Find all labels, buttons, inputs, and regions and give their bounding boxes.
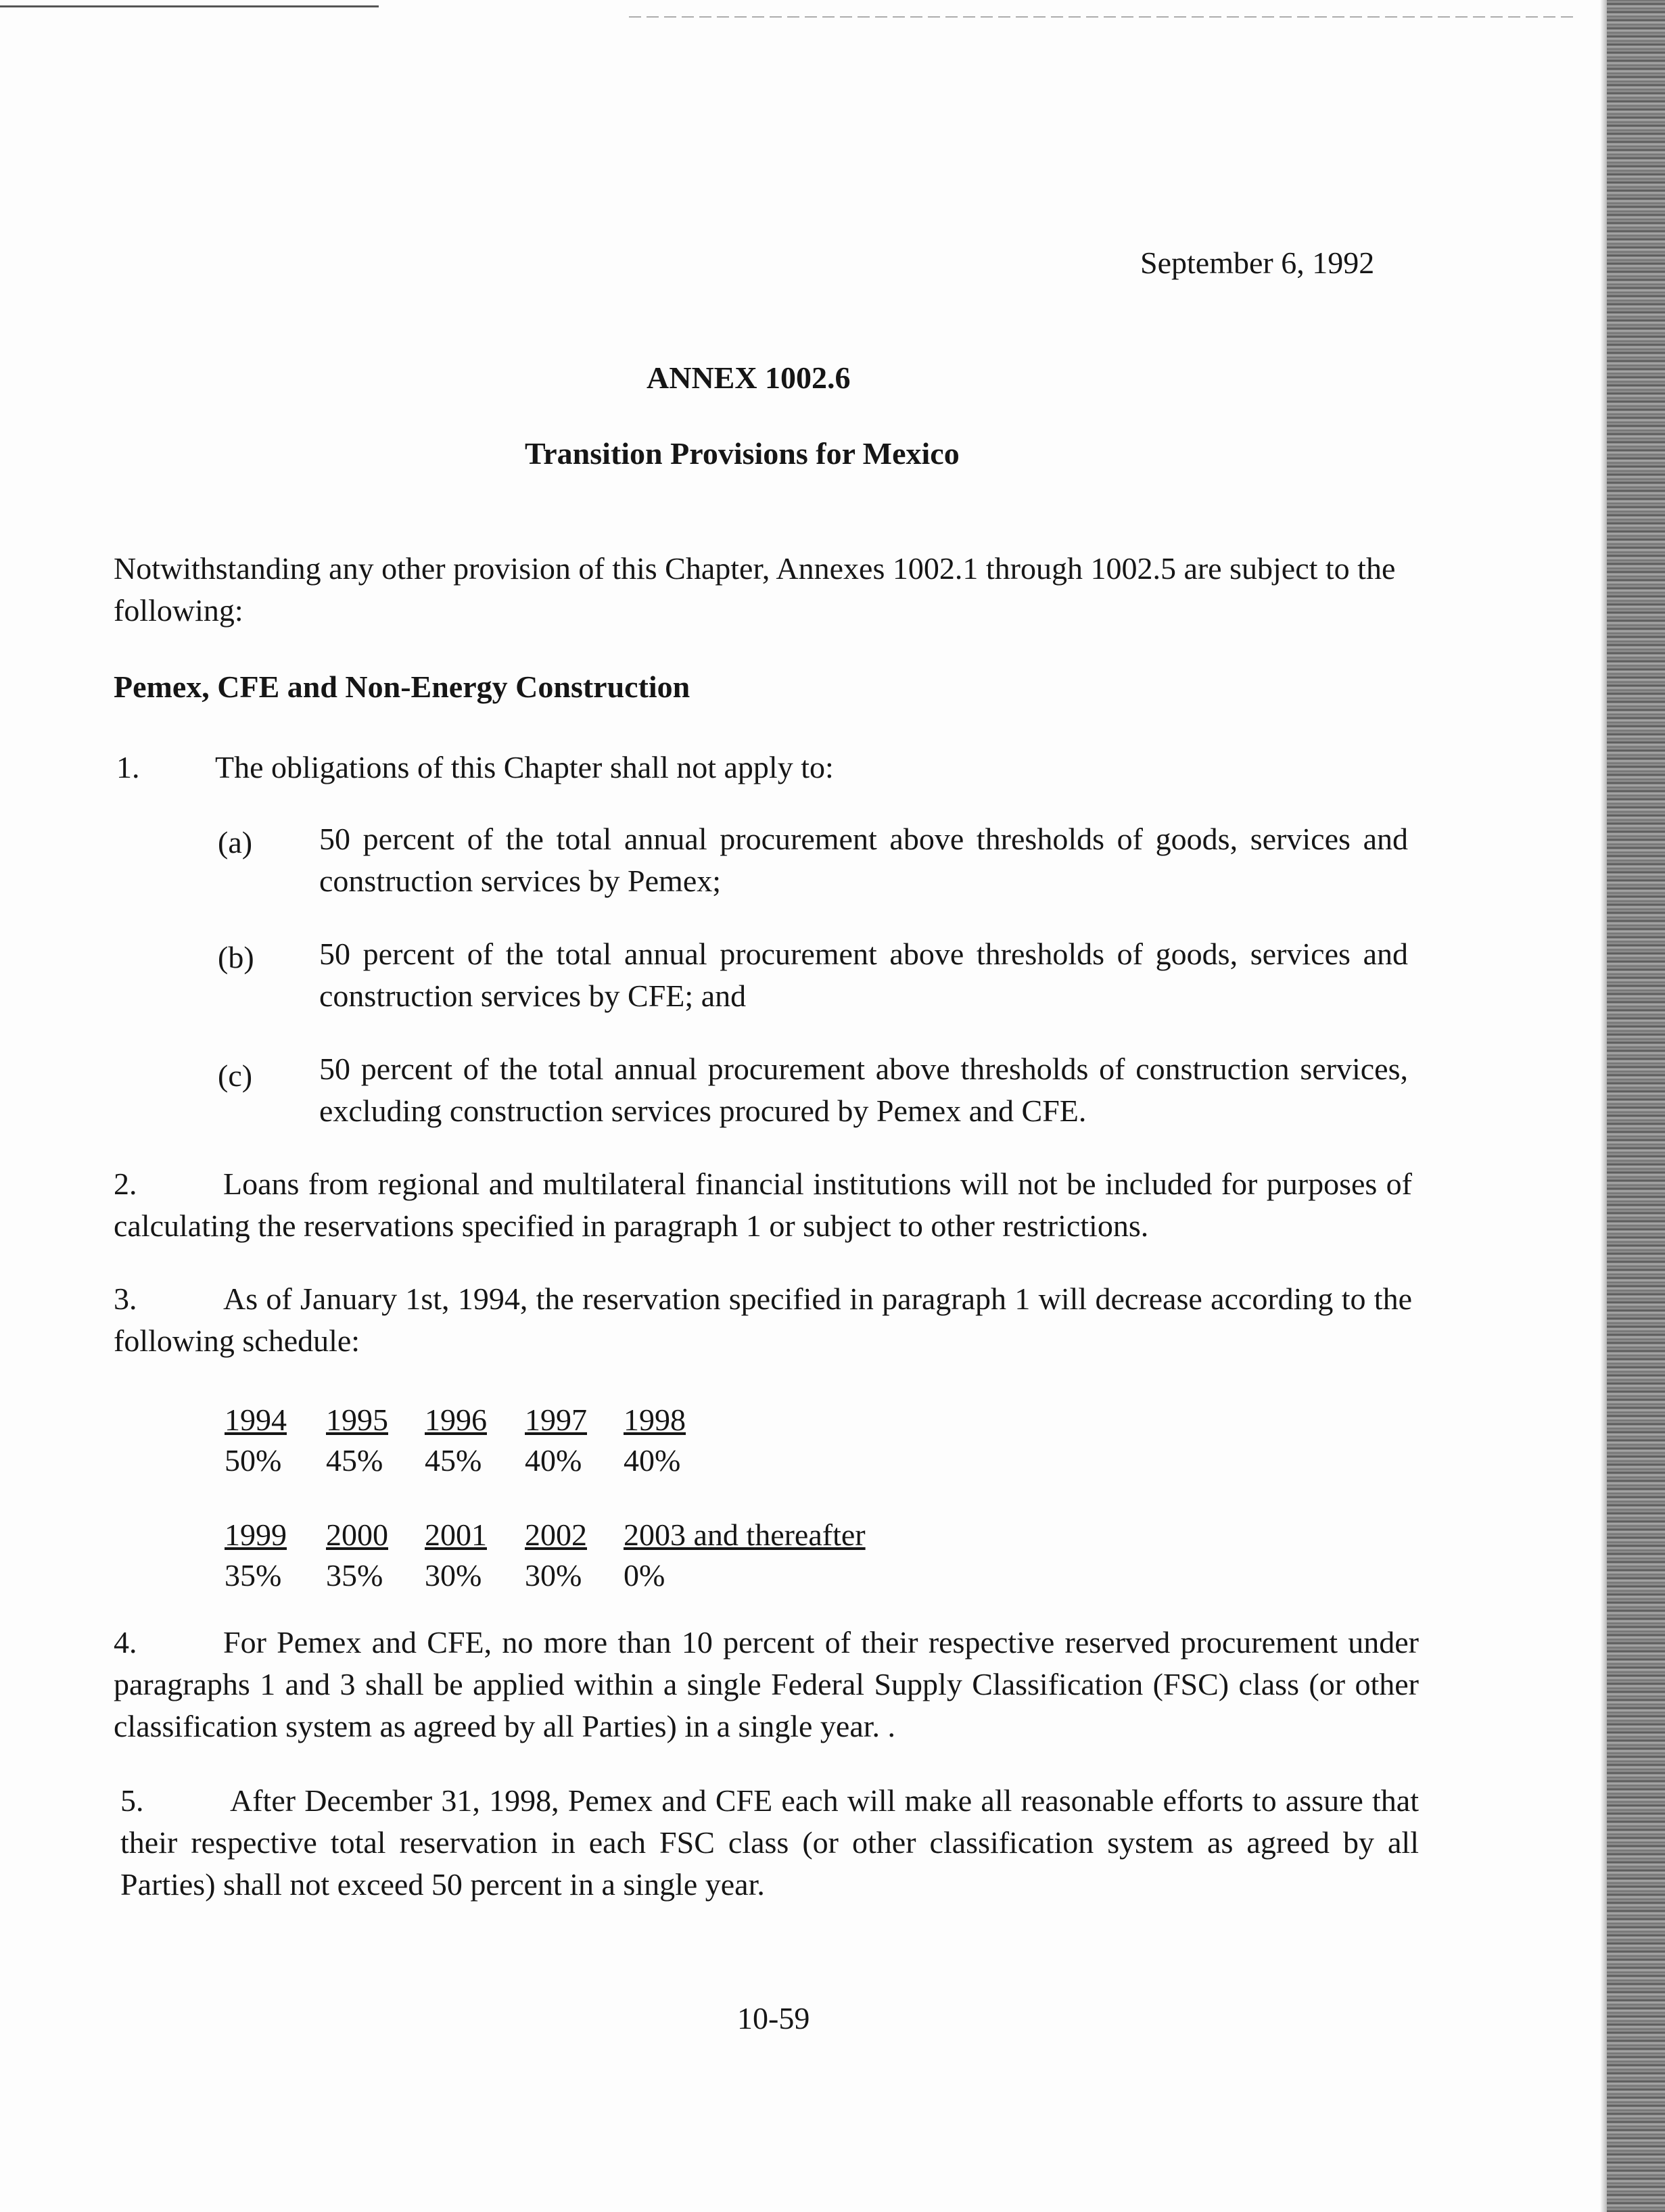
paragraph-3 — [114, 1278, 1412, 1362]
intro-paragraph: Notwithstanding any other provision of this Chapter, Annexes 1002.1 through 1002.5 are subject to the following: — [114, 551, 1396, 628]
schedule-year: 1998 — [624, 1403, 686, 1437]
scan-edge — [1607, 0, 1665, 2212]
item-b-label: (b) — [218, 940, 254, 974]
scan-top-dashed-rule — [629, 16, 1576, 18]
paragraph-5-text: After December 31, 1998, Pemex and CFE each will make all reasonable efforts to assure that their respective total reservation in each FSC class (or other classification system as agreed by all Parties) shall not exceed 50 percent in a single year. — [120, 1783, 1419, 1902]
scan-edge-shadow — [1600, 0, 1607, 2212]
schedule-value: 35% — [225, 1558, 282, 1593]
item-a-text: 50 percent of the total annual procurement above thresholds of goods, services and construction services by Pemex; — [319, 822, 1408, 898]
schedule-year: 1999 — [225, 1517, 287, 1552]
paragraph-5 — [120, 1780, 1419, 1906]
schedule-year: 1997 — [525, 1403, 587, 1437]
item-c-label: (c) — [218, 1058, 253, 1093]
schedule-year: 2001 — [425, 1517, 487, 1552]
schedule-year: 1995 — [326, 1403, 388, 1437]
schedule-value: 45% — [425, 1443, 482, 1478]
schedule-value: 30% — [425, 1558, 482, 1593]
paragraph-3-text: As of January 1st, 1994, the reservation specified in paragraph 1 will decrease according to the following schedule: — [114, 1281, 1412, 1358]
schedule-year: 1994 — [225, 1403, 287, 1437]
item-b-text: 50 percent of the total annual procurement above thresholds of goods, services and construction services by CFE; and — [319, 937, 1408, 1013]
paragraph-2 — [114, 1163, 1412, 1247]
schedule-value: 30% — [525, 1558, 582, 1593]
paragraph-2-text: Loans from regional and multilateral financial institutions will not be included for purposes of calculating the reservations specified in paragraph 1 or subject to other restrictions. — [114, 1167, 1412, 1243]
schedule-value: 40% — [624, 1443, 681, 1478]
schedule-year: 2000 — [326, 1517, 388, 1552]
scan-top-rule — [0, 5, 379, 7]
schedule-value: 50% — [225, 1443, 282, 1478]
annex-subtitle: Transition Provisions for Mexico — [525, 436, 960, 471]
paragraph-4-number: 4. — [114, 1625, 137, 1660]
paragraph-2-number: 2. — [114, 1167, 137, 1201]
schedule-value: 45% — [326, 1443, 383, 1478]
document-date: September 6, 1992 — [1140, 245, 1375, 280]
paragraph-1-text: The obligations of this Chapter shall not apply to: — [215, 750, 834, 784]
paragraph-3-number: 3. — [114, 1281, 137, 1316]
schedule-year: 2003 and thereafter — [624, 1517, 866, 1552]
paragraph-1-number: 1. — [116, 750, 140, 784]
schedule-year: 2002 — [525, 1517, 587, 1552]
paragraph-4 — [114, 1622, 1419, 1747]
annex-title: ANNEX 1002.6 — [647, 360, 851, 395]
item-c-text: 50 percent of the total annual procurement above thresholds of construction services, excluding construction services procured by Pemex and CFE. — [319, 1052, 1408, 1128]
paragraph-5-number: 5. — [120, 1783, 144, 1818]
schedule-value: 35% — [326, 1558, 383, 1593]
page-number: 10-59 — [737, 2001, 810, 2035]
schedule-value: 0% — [624, 1558, 665, 1593]
paragraph-4-text: For Pemex and CFE, no more than 10 percent of their respective reserved procurement under paragraphs 1 and 3 shall be applied within a single Federal Supply Classification (FSC) class (or other classification system as agreed by all Parties) in a single year. . — [114, 1625, 1419, 1743]
item-a-label: (a) — [218, 825, 253, 860]
schedule-value: 40% — [525, 1443, 582, 1478]
section-heading: Pemex, CFE and Non-Energy Construction — [114, 669, 690, 704]
schedule-year: 1996 — [425, 1403, 487, 1437]
